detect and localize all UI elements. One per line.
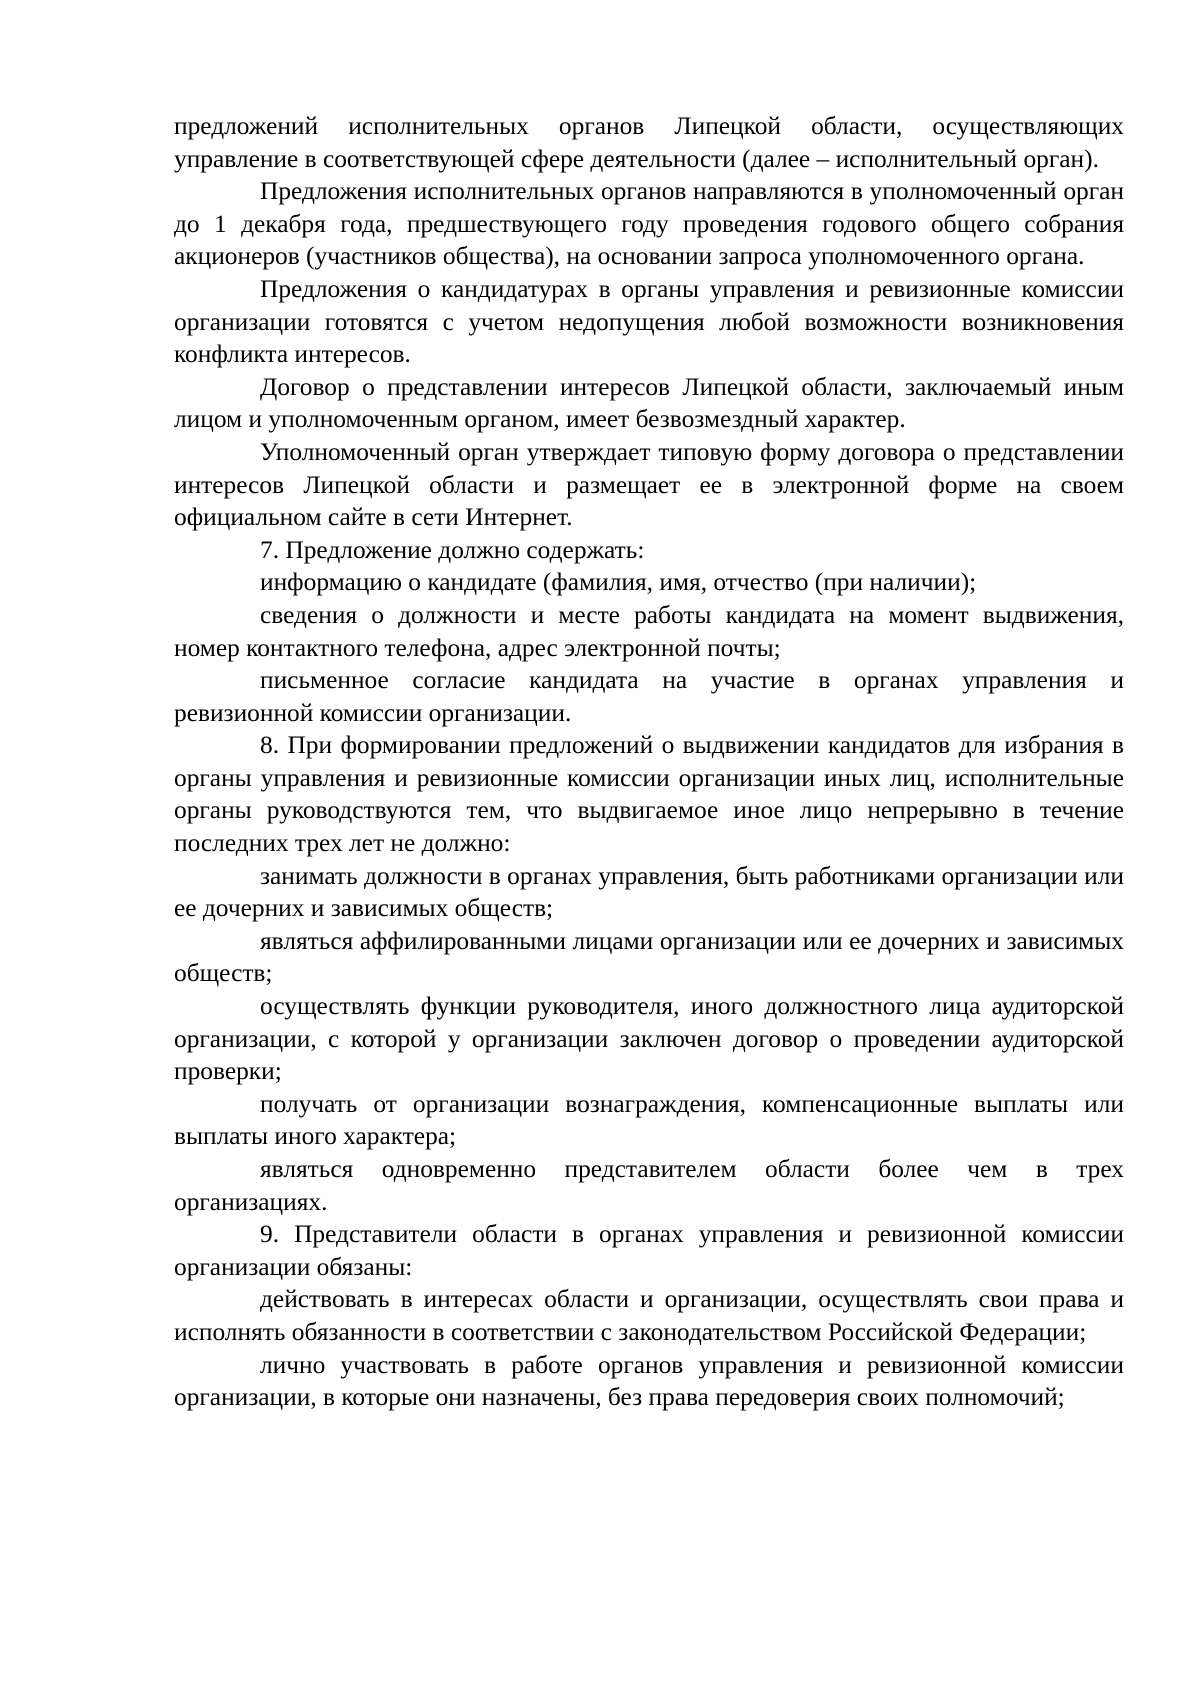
- paragraph-item-7: 7. Предложение должно содержать:: [260, 535, 645, 564]
- paragraph-candidate-info: информацию о кандидате (фамилия, имя, отчество (при наличии);: [260, 568, 977, 597]
- paragraph-item-9: 9. Представители области в органах управления и ревизионной комиссии организации обязаны:: [174, 1220, 1124, 1281]
- paragraph-proposals-deadline: Предложения исполнительных органов направляются в уполномоченный орган до 1 декабря года, предшествующего году проведения годового общего собрания акционеров (участников общества), на основании запроса уполномоченного органа.: [174, 177, 1124, 271]
- paragraph-restriction-three-orgs: являться одновременно представителем области более чем в трех организациях.: [174, 1155, 1124, 1216]
- document-page: [174, 110, 1124, 1414]
- paragraph-restriction-payments: получать от организации вознаграждения, компенсационные выплаты или выплаты иного характера;: [174, 1089, 1124, 1151]
- paragraph-candidate-consent: письменное согласие кандидата на участие в органах управления и ревизионной комиссии организации.: [174, 666, 1124, 727]
- paragraph-duty-act-in-interest: действовать в интересах области и организации, осуществлять свои права и исполнять обязанности в соответствии с законодательством Российской Федерации;: [174, 1285, 1124, 1346]
- paragraph-contract-template: Уполномоченный орган утверждает типовую форму договора о представлении интересов Липецкой области и размещает ее в электронной форме на своем официальном сайте в сети Интернет.: [174, 437, 1124, 532]
- paragraph-candidate-position: сведения о должности и месте работы кандидата на момент выдвижения, номер контактного телефона, адрес электронной почты;: [174, 600, 1124, 662]
- paragraph-restriction-audit: осуществлять функции руководителя, иного должностного лица аудиторской организации, с которой у организации заключен договор о проведении аудиторской проверки;: [174, 992, 1124, 1086]
- paragraph-continuation: предложений исполнительных органов Липецкой области, осуществляющих управление в соответствующей сфере деятельности (далее – исполнительный орган).: [174, 112, 1124, 173]
- paragraph-duty-participate: лично участвовать в работе органов управления и ревизионной комиссии организации, в которые они назначены, без права передоверия своих полномочий;: [174, 1350, 1124, 1412]
- paragraph-conflict-of-interest: Предложения о кандидатурах в органы управления и ревизионные комиссии организации готовятся с учетом недопущения любой возможности возникновения конфликта интересов.: [174, 274, 1124, 369]
- paragraph-restriction-positions: занимать должности в органах управления, быть работниками организации или ее дочерних и зависимых обществ;: [174, 861, 1124, 923]
- paragraph-item-8: 8. При формировании предложений о выдвижении кандидатов для избрания в органы управления и ревизионные комиссии организации иных лиц, исполнительные органы руководствуются тем, что выдвигаемое иное лицо непрерывно в течение последних трех лет не должно:: [174, 731, 1124, 858]
- paragraph-contract-free: Договор о представлении интересов Липецкой области, заключаемый иным лицом и уполномоченным органом, имеет безвозмездный характер.: [174, 372, 1124, 434]
- paragraph-restriction-affiliated: являться аффилированными лицами организации или ее дочерних и зависимых обществ;: [174, 926, 1124, 988]
